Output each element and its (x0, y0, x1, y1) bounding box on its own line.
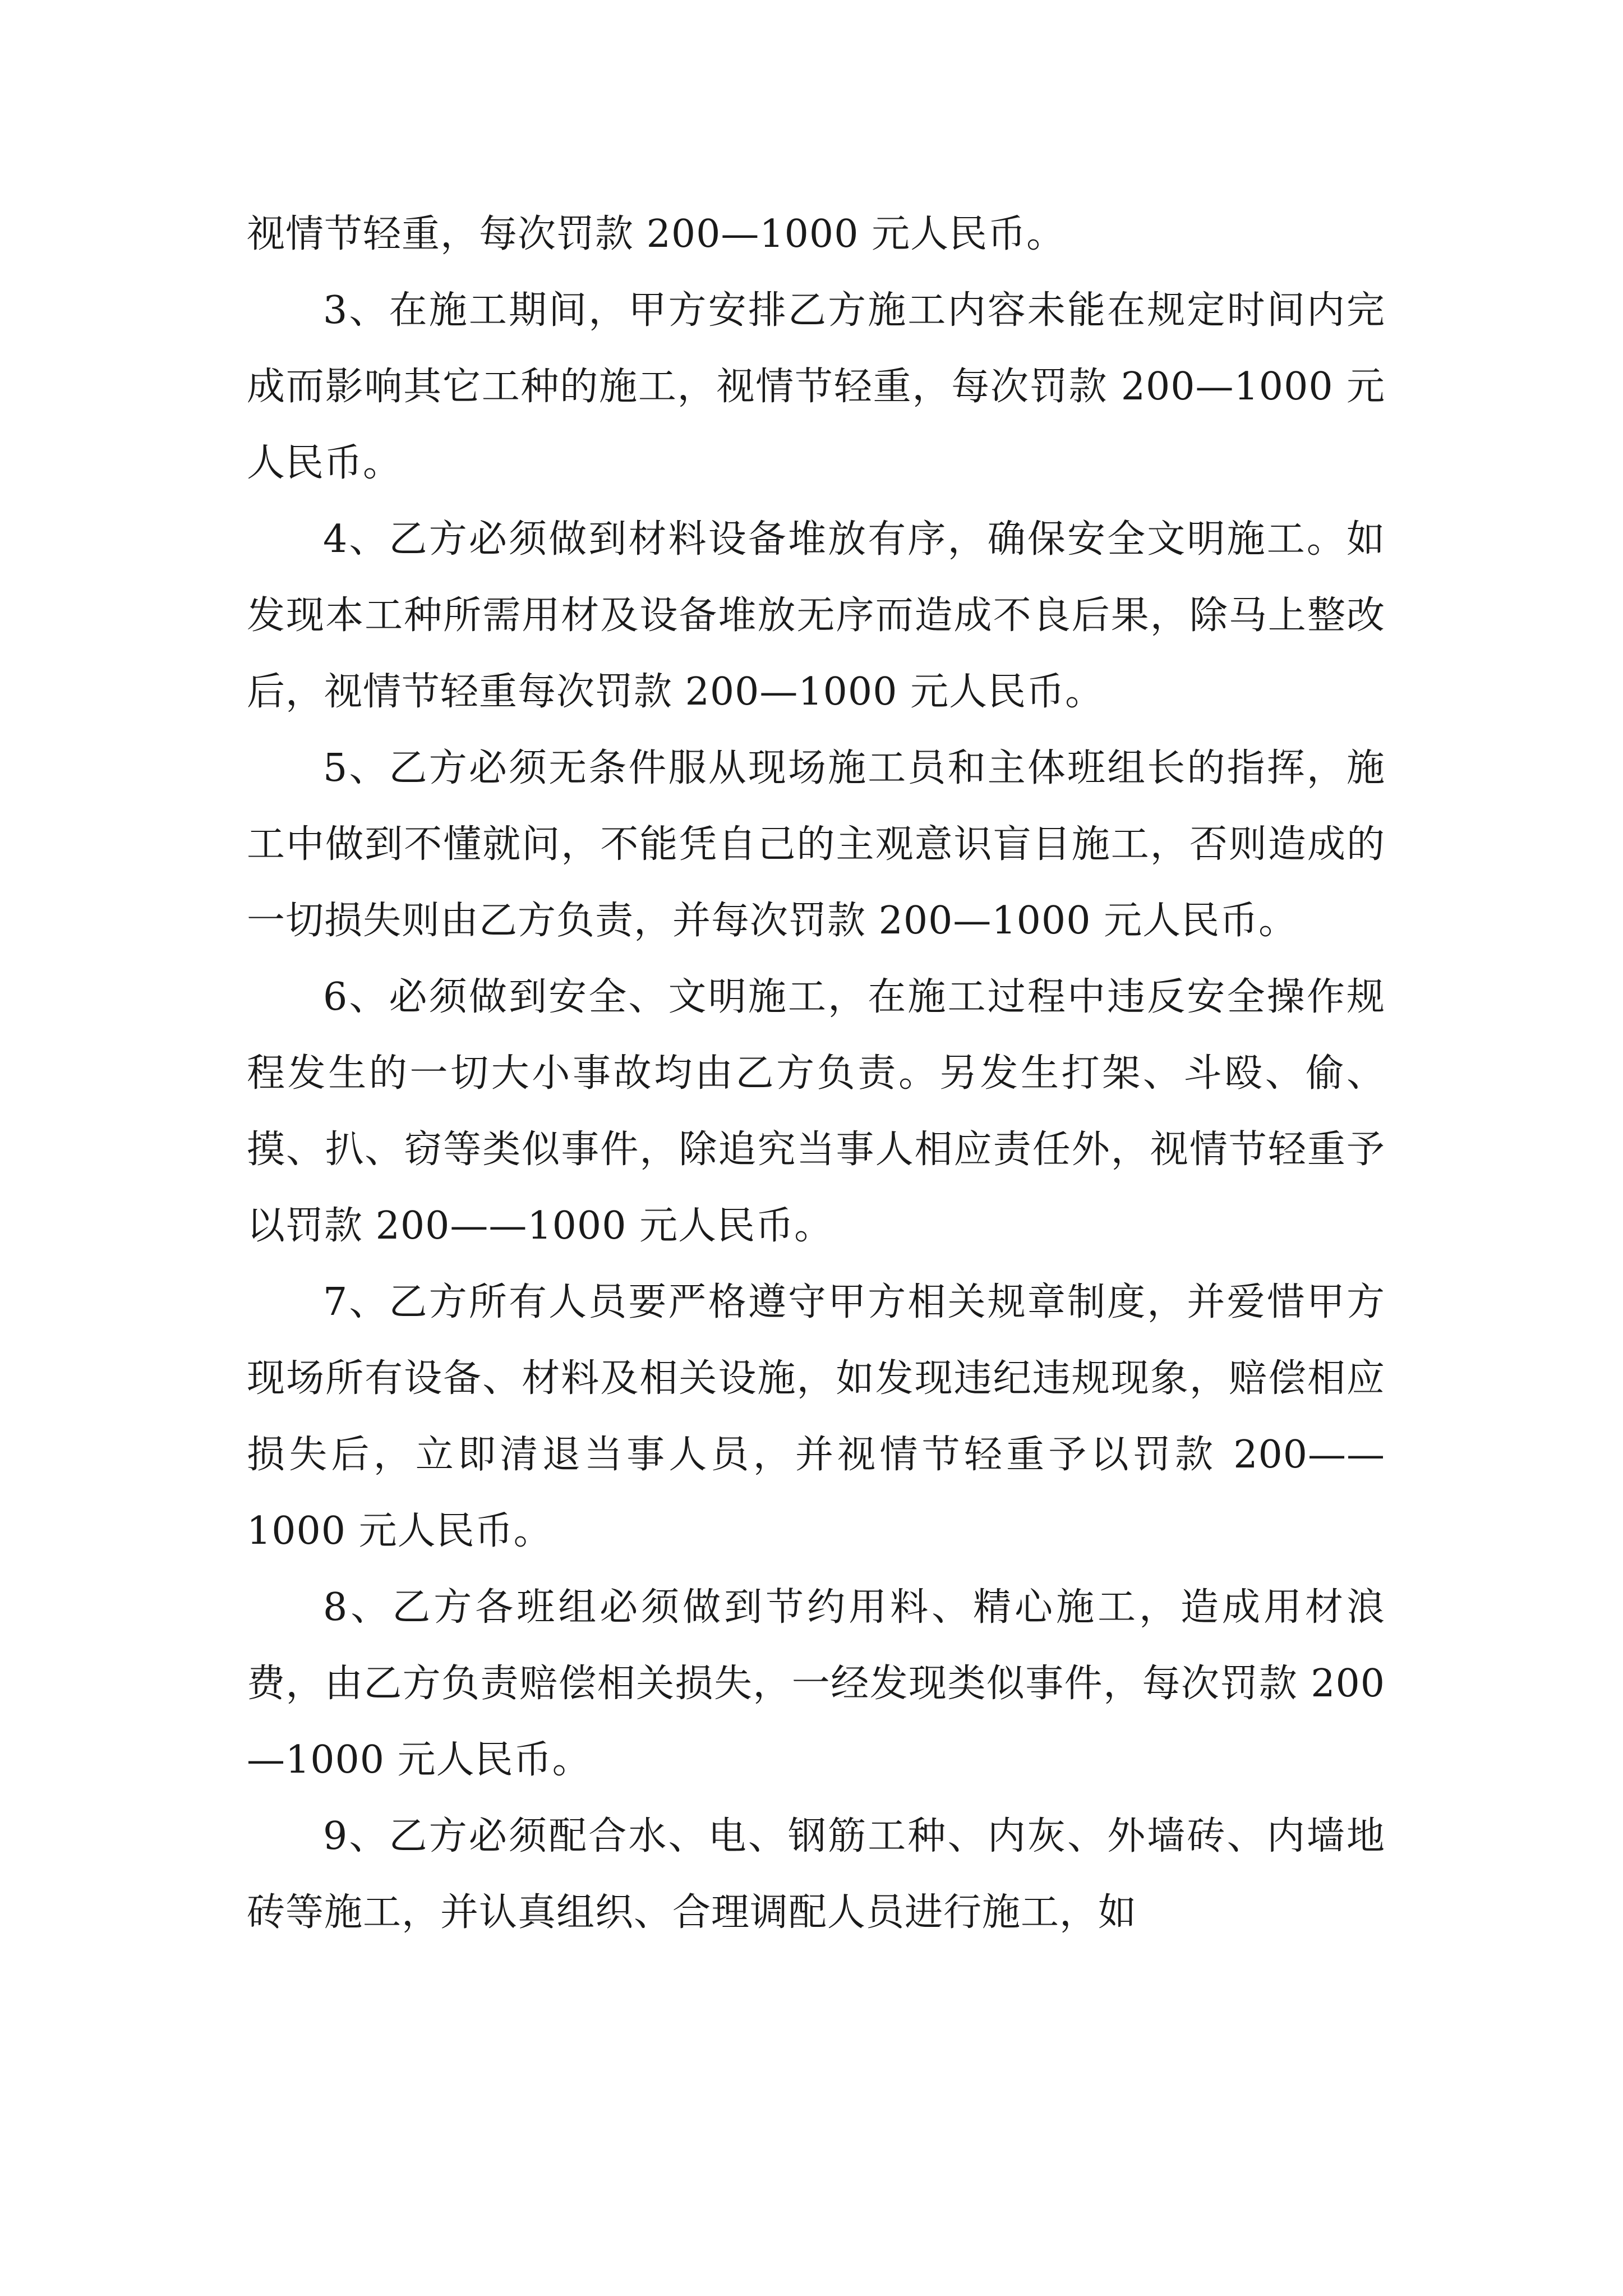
paragraph-clause-8: 8、乙方各班组必须做到节约用料、精心施工，造成用材浪费，由乙方负责赔偿相关损失，一经发现类似事件，每次罚款 200—1000 元人民币。 (247, 1585, 1385, 1782)
paragraph-continuation: 视情节轻重，每次罚款 200—1000 元人民币。 (247, 212, 1066, 256)
body-text (247, 196, 1385, 1951)
paragraph-clause-3: 3、在施工期间，甲方安排乙方施工内容未能在规定时间内完成而影响其它工种的施工，视情节轻重，每次罚款 200—1000 元人民币。 (247, 288, 1385, 485)
paragraph-clause-6: 6、必须做到安全、文明施工，在施工过程中违反安全操作规程发生的一切大小事故均由乙方负责。另发生打架、斗殴、偷、摸、扒、窃等类似事件，除追究当事人相应责任外，视情节轻重予以罚款 200——1000 元人民币。 (247, 975, 1385, 1248)
paragraph-clause-9: 9、乙方必须配合水、电、钢筋工种、内灰、外墙砖、内墙地砖等施工，并认真组织、合理调配人员进行施工，如 (247, 1814, 1385, 1935)
paragraph-clause-7: 7、乙方所有人员要严格遵守甲方相关规章制度，并爱惜甲方现场所有设备、材料及相关设施，如发现违纪违规现象，赔偿相应损失后，立即清退当事人员，并视情节轻重予以罚款 200——1000 元人民币。 (247, 1280, 1385, 1553)
paragraph-clause-4: 4、乙方必须做到材料设备堆放有序，确保安全文明施工。如发现本工种所需用材及设备堆放无序而造成不良后果，除马上整改后，视情节轻重每次罚款 200—1000 元人民币。 (247, 517, 1385, 714)
paragraph-clause-5: 5、乙方必须无条件服从现场施工员和主体班组长的指挥，施工中做到不懂就问，不能凭自己的主观意识盲目施工，否则造成的一切损失则由乙方负责，并每次罚款 200—1000 元人民币。 (247, 746, 1385, 943)
